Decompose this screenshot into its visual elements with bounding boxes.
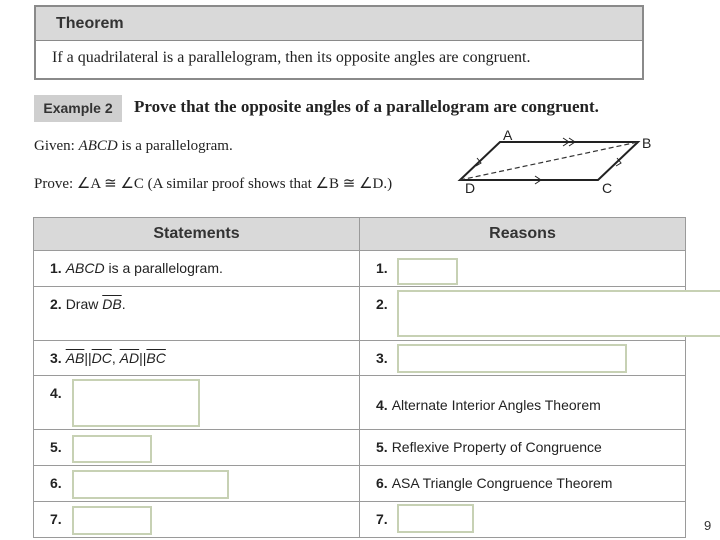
proof-table <box>33 217 686 538</box>
vertex-a-label: A <box>503 130 513 143</box>
statement-text: is a parallelogram. <box>104 260 223 276</box>
reason-text: ASA Triangle Congruence Theorem <box>391 475 613 491</box>
theorem-heading: Theorem <box>36 7 642 41</box>
segment-ad: $\overline{AD}$ <box>119 350 140 366</box>
statements-header: Statements <box>34 218 360 251</box>
statement-answer-field[interactable] <box>72 470 229 499</box>
example-title: Prove that the opposite angles of a parallelogram are congruent. <box>134 97 599 116</box>
parallel-symbol: || <box>139 350 147 366</box>
parallel-symbol: || <box>84 350 92 366</box>
prove-label: Prove: <box>34 176 74 192</box>
reason-number: 1. <box>376 260 388 276</box>
given-statement <box>34 138 233 155</box>
page-number: 9 <box>704 518 712 533</box>
reason-number: 5. <box>376 439 388 455</box>
given-rest: is a parallelogram. <box>117 138 233 154</box>
reason-text: Reflexive Property of Congruence <box>391 439 602 455</box>
statement-cell <box>34 502 360 538</box>
given-label: Given: <box>34 138 75 154</box>
segment-bc: $\overline{BC}$ <box>146 350 166 366</box>
statement-number: 7. <box>50 511 62 527</box>
reason-number: 3. <box>376 350 388 366</box>
statement-answer-field[interactable] <box>72 379 200 427</box>
reason-number: 7. <box>376 511 388 527</box>
statement-number: 6. <box>50 475 62 491</box>
reason-text: Alternate Interior Angles Theorem <box>391 397 601 413</box>
example-tag: Example 2 <box>34 95 122 122</box>
prove-expression: ∠A ≅ ∠C <box>76 176 144 192</box>
statement-cell <box>34 251 360 287</box>
prove-statement <box>34 174 392 193</box>
table-row <box>34 251 686 287</box>
reason-answer-field[interactable] <box>397 258 458 285</box>
reason-number: 6. <box>376 475 388 491</box>
statement-cell <box>34 287 360 341</box>
table-row <box>34 287 686 341</box>
statement-subject: ABCD <box>65 260 105 276</box>
table-row <box>34 502 686 538</box>
table-row <box>34 430 686 466</box>
statement-text: Draw <box>65 296 103 312</box>
segment-ab: $\overline{AB}$ <box>65 350 85 366</box>
statement-number: 1. <box>50 260 62 276</box>
reason-answer-field[interactable] <box>397 290 720 337</box>
statement-cell <box>34 341 360 376</box>
statement-number: 4. <box>50 385 62 401</box>
statement-cell <box>34 466 360 502</box>
given-subject: ABCD <box>78 138 118 154</box>
reason-cell <box>360 466 686 502</box>
statement-cell <box>34 376 360 430</box>
table-row <box>34 466 686 502</box>
parallelogram-figure <box>455 130 665 195</box>
vertex-c-label: C <box>602 180 613 195</box>
reason-cell <box>360 430 686 466</box>
reason-answer-field[interactable] <box>397 344 627 373</box>
prove-note: (A similar proof shows that ∠B ≅ ∠D.) <box>147 176 393 192</box>
reason-cell <box>360 251 686 287</box>
vertex-b-label: B <box>642 135 652 151</box>
statement-number: 5. <box>50 439 62 455</box>
statement-period: . <box>121 296 126 312</box>
segment-db: $\overline{DB}$ <box>102 296 122 312</box>
statement-number: 3. <box>50 350 62 366</box>
segment-dc: $\overline{DC}$ <box>91 350 112 366</box>
table-row <box>34 376 686 430</box>
statement-answer-field[interactable] <box>72 506 152 535</box>
reason-cell <box>360 287 686 341</box>
theorem-box <box>34 5 644 80</box>
vertex-d-label: D <box>465 180 476 195</box>
statement-cell <box>34 430 360 466</box>
theorem-text: If a quadrilateral is a parallelogram, then its opposite angles are congruent. <box>52 49 531 66</box>
statement-number: 2. <box>50 296 62 312</box>
table-row <box>34 341 686 376</box>
reasons-header: Reasons <box>360 218 686 251</box>
reason-number: 4. <box>376 397 388 413</box>
diagonal-db <box>460 142 638 180</box>
reason-cell <box>360 376 686 430</box>
comma: , <box>111 350 120 366</box>
statement-answer-field[interactable] <box>72 435 152 463</box>
reason-cell <box>360 341 686 376</box>
table-header-row <box>34 218 686 251</box>
reason-cell <box>360 502 686 538</box>
reason-number: 2. <box>376 296 388 312</box>
reason-answer-field[interactable] <box>397 504 474 533</box>
